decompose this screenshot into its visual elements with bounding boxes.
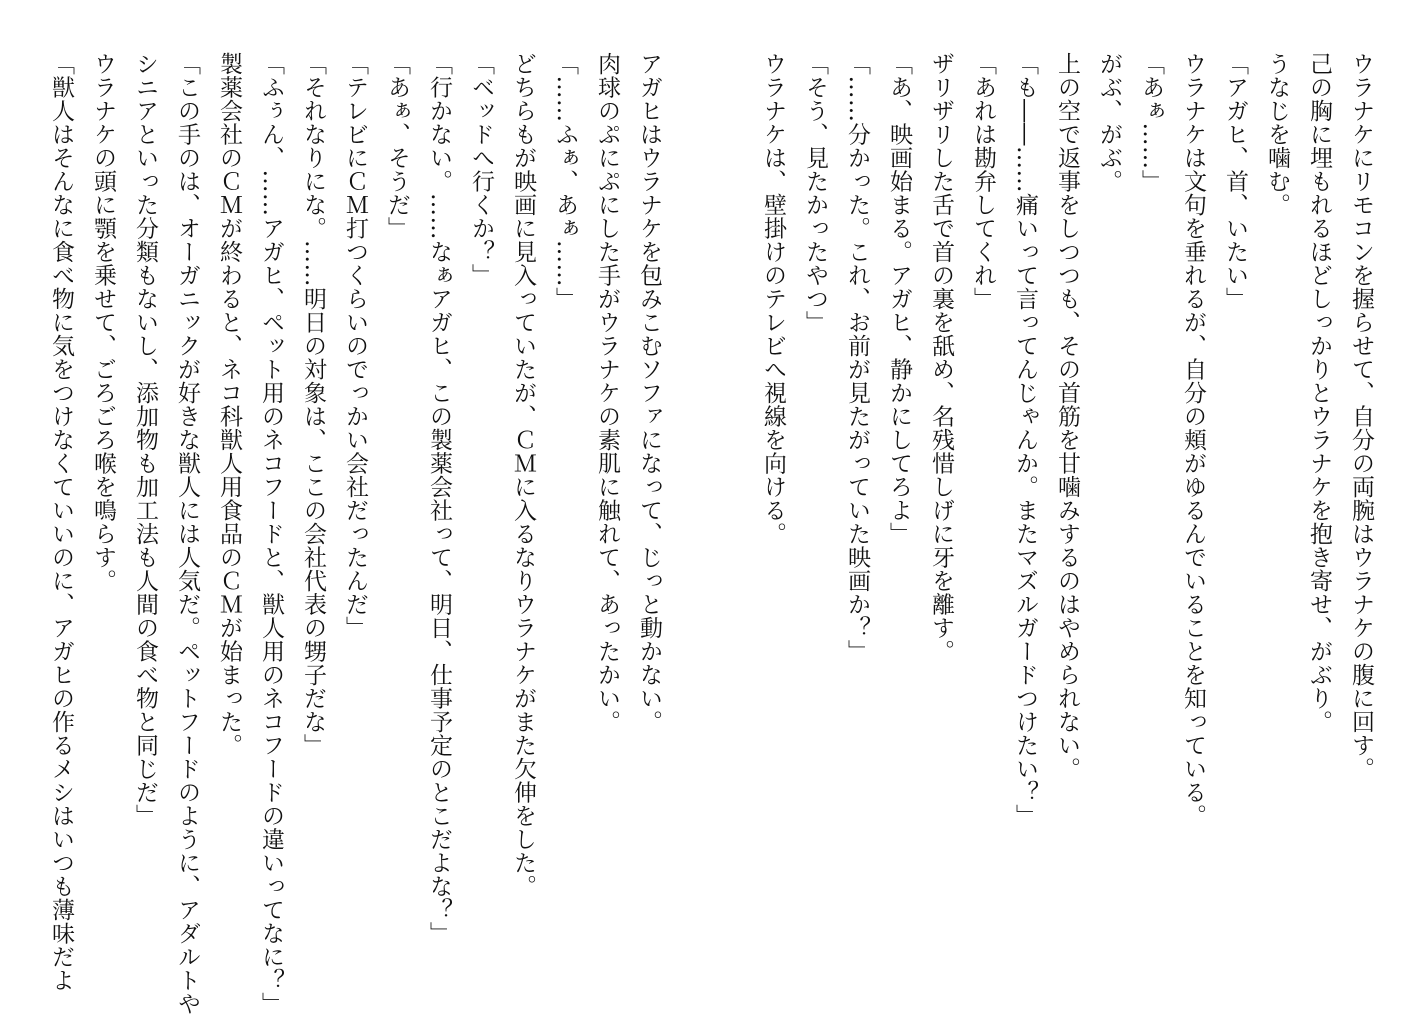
- text-line: 「テレビにＣＭ打つくらいのでっかい会社だったんだ」: [342, 52, 368, 640]
- text-line: 「あぁ、そうだ」: [384, 52, 410, 240]
- text-line: シニアといった分類もないし、添加物も加工法も人間の食べ物と同じだ」: [132, 52, 158, 828]
- text-line: 「それなりにな。……明日の対象は、ここの会社代表の甥子だな」: [300, 52, 326, 757]
- text-line: ウラナケは文句を垂れるが、自分の頬がゆるんでいることを知っている。: [1180, 52, 1206, 828]
- text-line: 製薬会社のＣＭが終わると、ネコ科獣人用食品のＣＭが始まった。: [216, 52, 242, 757]
- text-line: ザリザリした舌で首の裏を舐め、名残惜しげに牙を離す。: [928, 52, 954, 663]
- text-line: 「……分かった。これ、お前が見たがっていた映画か？」: [844, 52, 870, 663]
- text-line: どちらもが映画に見入っていたが、ＣＭに入るなりウラナケがまた欠伸をした。: [510, 52, 536, 898]
- text-line: 「ふぅん、……アガヒ、ペット用のネコフードと、獣人用のネコフードの違いってなに？」: [258, 52, 284, 1016]
- text-line: 上の空で返事をしつつも、その首筋を甘噛みするのはやめられない。: [1054, 52, 1080, 781]
- text-line: うなじを噛む。: [1264, 52, 1290, 217]
- text-line: ウラナケは、壁掛けのテレビへ視線を向ける。: [760, 52, 786, 546]
- text-line: 「この手のは、オーガニックが好きな獣人には人気だ。ペットフードのように、アダルトや: [174, 52, 200, 1016]
- text-line: 「行かない。……なぁアガヒ、この製薬会社って、明日、仕事予定のとこだよな？」: [426, 52, 452, 945]
- text-line: 「も――……痛いって言ってんじゃんか。またマズルガードつけたい？」: [1012, 52, 1038, 828]
- text-line: ウラナケにリモコンを握らせて、自分の両腕はウラナケの腹に回す。: [1348, 52, 1374, 781]
- text-line: 肉球のぷにぷにした手がウラナケの素肌に触れて、あったかい。: [594, 52, 620, 734]
- text-line: 「ベッドへ行くか？」: [468, 52, 494, 287]
- text-line: 「そう、見たかったやつ」: [802, 52, 828, 334]
- text-line: 「アガヒ、首、いたい」: [1222, 52, 1248, 311]
- text-line: 「あ、映画始まる。アガヒ、静かにしてろよ」: [886, 52, 912, 546]
- text-line: アガヒはウラナケを包みこむソファになって、じっと動かない。: [636, 52, 662, 734]
- text-line: 「あぁ……」: [1138, 52, 1164, 193]
- text-line: ウラナケの頭に顎を乗せて、ごろごろ喉を鳴らす。: [90, 52, 116, 593]
- text-line: がぶ、がぶ。: [1096, 52, 1122, 193]
- text-line: 「あれは勘弁してくれ」: [970, 52, 996, 311]
- text-line: 己の胸に埋もれるほどしっかりとウラナケを抱き寄せ、がぶり。: [1306, 52, 1332, 734]
- text-line: 「獣人はそんなに食べ物に気をつけなくていいのに、アガヒの作るメシはいつも薄味だよ: [48, 52, 74, 992]
- text-line: 「……ふぁ、あぁ……」: [552, 52, 578, 311]
